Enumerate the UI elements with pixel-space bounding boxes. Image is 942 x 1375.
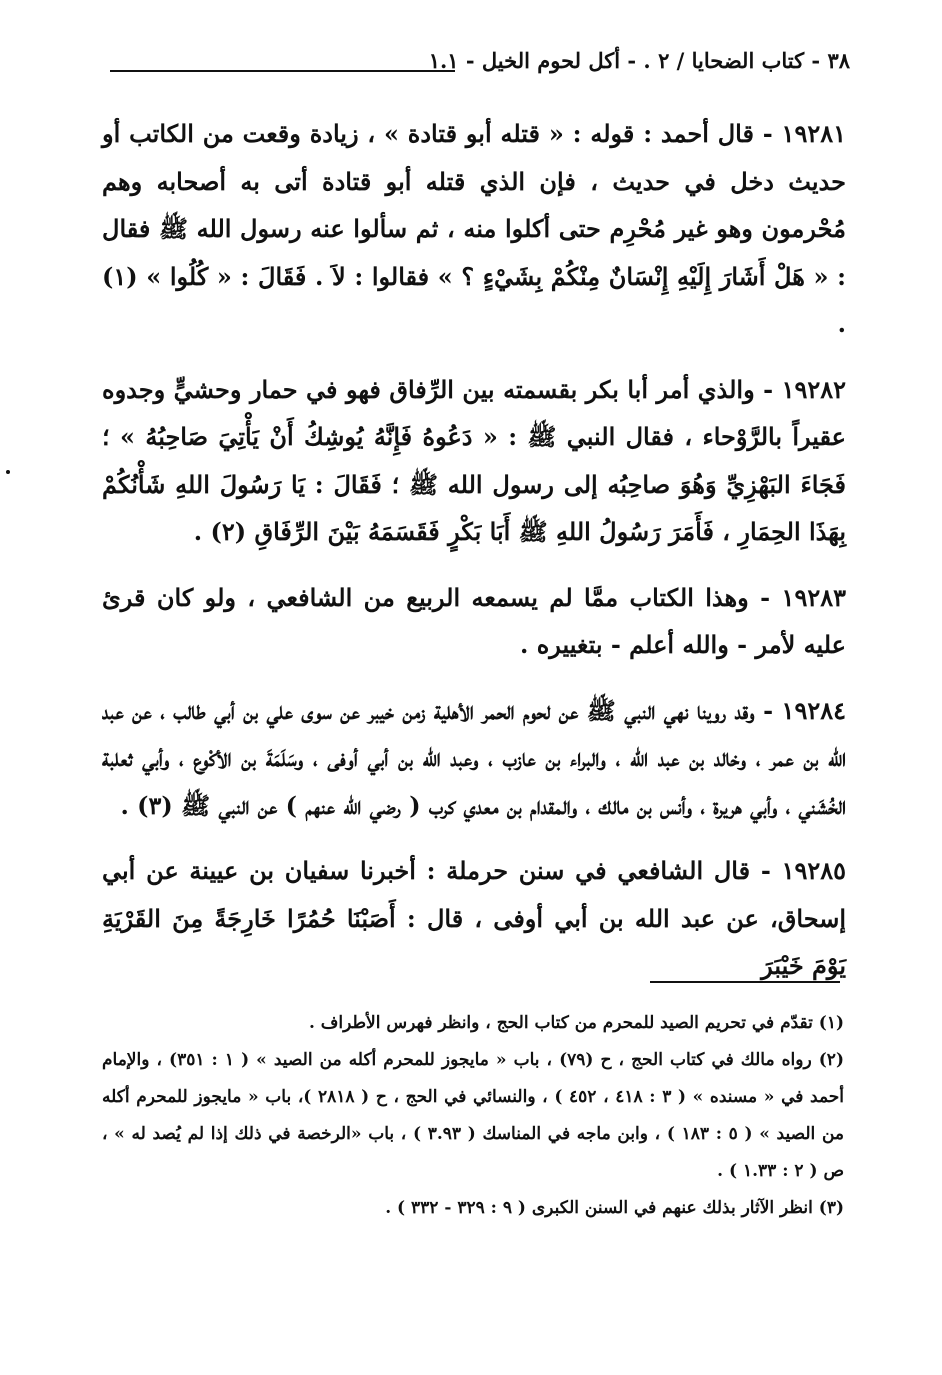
margin-speck <box>6 470 10 474</box>
footnote: (٣) انظر الآثار بذلك عنهم في السنن الكبرى ( ٩ : ٣٢٩ - ٣٣٢ ) . <box>385 1198 844 1218</box>
paragraph-text: - والذي أمر أبا بكر بقسمته بين الرِّفاق فهو في حمار وحشيٍّ وجدوه عقيراً بالرَّوْحاء ، فقال النبي ﷺ : « دَعُوهُ فَإِنَّهُ يُوشِكُ أَنْ يَأْتِيَ صَاحِبُهُ » ؛ فَجَاءَ البَهْزِيِّ وَهُوَ صاحِبُه إلى رسول الله ﷺ ؛ فَقَالَ : يَا رَسُولَ اللهِ شَأْنُكُمْ بِهَذَا الحِمَارِ ، فَأَمَرَ رَسُولُ اللهِ ﷺ أَبَا بَكْرٍ فَقَسَمَهُ بَيْنَ الرِّفَاقِ (٢) . <box>102 374 847 546</box>
header-rule <box>110 70 455 72</box>
paragraph-text: - قال أحمد : قوله : « قتله أبو قتادة » ، زيادة وقعت من الكاتب أو حديث دخل في حديث ، فإن الذي قتله أبو قتادة أتى به أصحابه وهم مُحْرمون وهو غير مُحْرِم حتى أكلوا منه ، ثم سألوا عنه رسول الله ﷺ فقال : « هَلْ أَشَارَ إِلَيْهِ إِنْسَانٌ مِنْكُمْ بِشَيْءٍ ؟ » فقالوا : لاَ . فَقَالَ : « كُلُوا » (١) . <box>102 119 846 338</box>
footnote: (٢) رواه مالك في كتاب الحج ، ح (٧٩) ، باب « مايجوز للمحرم أكله من الصيد » ( ١ : ٣٥١) ، والإمام أحمد في « مسنده » ( ٣ : ٤١٨ ، ٤٥٢ ) ، والنسائي في الحج ، ح ( ٢٨١٨ )، باب « مايجوز للمحرم أكله من الصيد » ( ٥ : ١٨٣ ) ، وابن ماجه في المناسك ( ٣.٩٣ ) ، باب «الرخصة في ذلك إذا لم يُصد له » ، ص ( ٢ : ١.٣٣ ) . <box>102 1050 845 1181</box>
paragraph <box>102 687 846 830</box>
paragraph <box>102 847 846 990</box>
paragraph <box>102 366 846 556</box>
footnotes <box>102 1005 844 1227</box>
paragraph-number: ١٩٢٨٥ <box>781 856 847 885</box>
header-title: ٣٨ - كتاب الضحايا / ٢ . - أكل لحوم الخيل - ١.١ <box>428 48 850 73</box>
paragraph <box>102 574 846 669</box>
paragraph <box>102 110 846 348</box>
paragraph-number: ١٩٢٨٤ <box>781 695 846 725</box>
paragraph-text: - قال الشافعي في سنن حرملة : أخبرنا سفيان بن عيينة عن أبي إسحاق، عن عبد الله بن أبي أوفى ، قال : أَصَبْنَا حُمُرًا خَارِجَةً مِنَ القَرْيَةِ يَوْمَ خَيْبَرَ <box>102 856 846 980</box>
footnote: (١) تقدّم في تحريم الصيد للمحرم من كتاب الحج ، وانظر فهرس الأطراف . <box>308 1013 844 1033</box>
paragraph-number: ١٩٢٨٣ <box>781 582 846 612</box>
footnote-separator <box>650 981 840 983</box>
paragraph-number: ١٩٢٨١ <box>781 119 846 148</box>
paragraph-text: - وقد روينا نهي النبي ﷺ عن لحوم الحمر الأهلية زمن خيبر عن سوى علي بن أبي طالب ، عن عبد الله بن عمر ، وخالد بن عبد الله ، والبراء بن عازب ، وعبد الله بن أبي أوفى ، وسَلَمَةَ بن الأكْوع ، وأبي ثعلبة الخُشَني ، وأبي هريرة ، وأنس بن مالك ، والمقدام بن معدي كرب ( رضي الله عنهم ) عن النبي ﷺ (٣) . <box>102 695 846 820</box>
running-header <box>110 48 850 88</box>
paragraph-number: ١٩٢٨٢ <box>781 374 847 404</box>
main-text <box>102 110 846 1008</box>
paragraph-text: - وهذا الكتاب ممَّا لم يسمعه الربيع من الشافعي ، ولو كان قرئ عليه لأمر - والله أعلم - بتغييره . <box>102 582 846 659</box>
